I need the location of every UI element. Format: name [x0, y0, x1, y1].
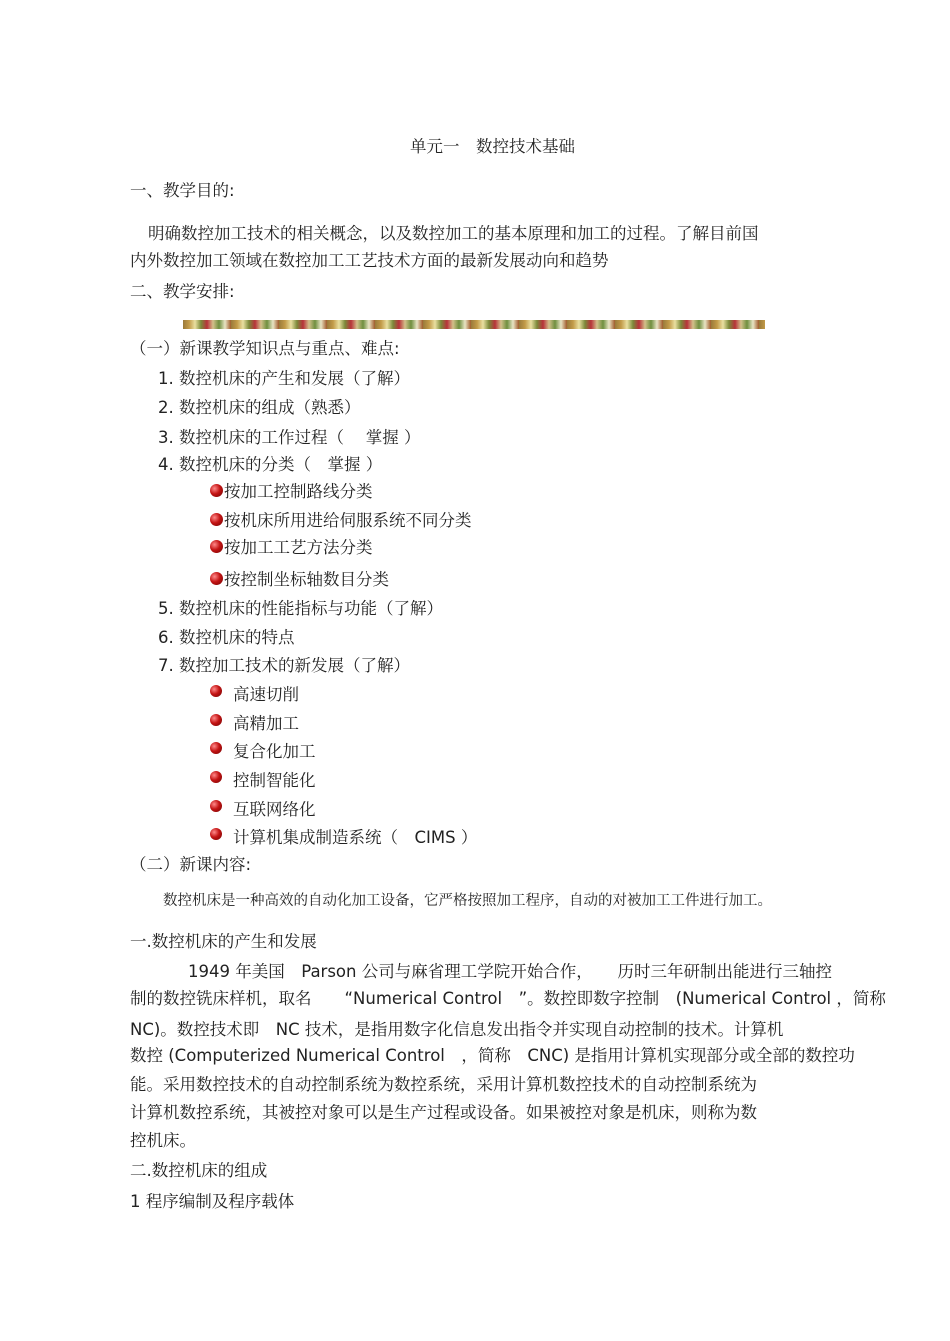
list-item: 7. 数控加工技术的新发展（了解） [158, 656, 410, 675]
paragraph-line: 数控 (Computerized Numerical Control ，简称 CNC) 是指用计算机实现部分或全部的数控功 [130, 1046, 855, 1065]
paragraph-line: 控机床。 [130, 1131, 196, 1150]
section-heading-arrangement: 二、教学安排: [130, 282, 235, 301]
classification-bullet-item: 按机床所用进给伺服系统不同分类 [224, 511, 472, 530]
development-bullet-item: 高速切削 [233, 685, 299, 704]
part-heading-composition: 二.数控机床的组成 [130, 1161, 268, 1180]
intro-sentence: 数控机床是一种高效的自动化加工设备，它严格按照加工程序，自动的对被加工工件进行加工。 [163, 893, 772, 909]
list-item: 6. 数控机床的特点 [158, 628, 295, 647]
decorative-divider-bar [183, 320, 765, 329]
list-item: 5. 数控机床的性能指标与功能（了解） [158, 599, 443, 618]
development-bullet-item: 计算机集成制造系统（ CIMS ） [233, 828, 478, 847]
development-bullet-item: 互联网络化 [233, 800, 316, 819]
red-bullet-icon [210, 828, 222, 840]
composition-item: 1 程序编制及程序载体 [130, 1192, 295, 1211]
red-bullet-icon [210, 742, 222, 754]
paragraph-line: 计算机数控系统，其被控对象可以是生产过程或设备。如果被控对象是机床，则称为数 [130, 1103, 757, 1122]
red-bullet-icon [210, 771, 222, 783]
classification-bullet-item: 按控制坐标轴数目分类 [224, 570, 389, 589]
part-heading-origin: 一.数控机床的产生和发展 [130, 932, 317, 951]
list-item: 1. 数控机床的产生和发展（了解） [158, 369, 410, 388]
red-bullet-icon [210, 513, 223, 526]
red-bullet-icon [210, 800, 222, 812]
development-bullet-item: 高精加工 [233, 714, 299, 733]
red-bullet-icon [210, 685, 222, 697]
paragraph-line: 1949 年美国 Parson 公司与麻省理工学院开始合作， 历时三年研制出能进行三轴控 [188, 962, 832, 981]
paragraph-line: NC)。数控技术即 NC 技术，是指用数字化信息发出指令并实现自动控制的技术。计算机 [130, 1020, 784, 1039]
paragraph-line: 能。采用数控技术的自动控制系统为数控系统，采用计算机数控技术的自动控制系统为 [130, 1075, 757, 1094]
classification-bullet-item: 按加工工艺方法分类 [224, 538, 373, 557]
list-item: 3. 数控机床的工作过程（ 掌握 ） [158, 428, 421, 447]
classification-bullet-item: 按加工控制路线分类 [224, 482, 373, 501]
red-bullet-icon [210, 540, 223, 553]
subsection-heading-content: （二）新课内容: [130, 855, 252, 874]
objectives-line-2: 内外数控加工领域在数控加工工艺技术方面的最新发展动向和趋势 [130, 251, 609, 270]
section-heading-objectives: 一、教学目的: [130, 181, 235, 200]
objectives-line-1: 明确数控加工技术的相关概念，以及数控加工的基本原理和加工的过程。了解目前国 [148, 224, 759, 243]
red-bullet-icon [210, 572, 223, 585]
list-item: 2. 数控机床的组成（熟悉） [158, 398, 361, 417]
paragraph-line: 制的数控铣床样机，取名 “Numerical Control ”。数控即数字控制 (Numerical Control ，简称 [130, 989, 886, 1008]
list-item: 4. 数控机床的分类（ 掌握 ） [158, 455, 383, 474]
subsection-heading-knowledge-points: （一）新课教学知识点与重点、难点: [130, 339, 400, 358]
red-bullet-icon [210, 714, 222, 726]
red-bullet-icon [210, 484, 223, 497]
development-bullet-item: 复合化加工 [233, 742, 316, 761]
page-title: 单元一 数控技术基础 [410, 137, 575, 156]
development-bullet-item: 控制智能化 [233, 771, 316, 790]
